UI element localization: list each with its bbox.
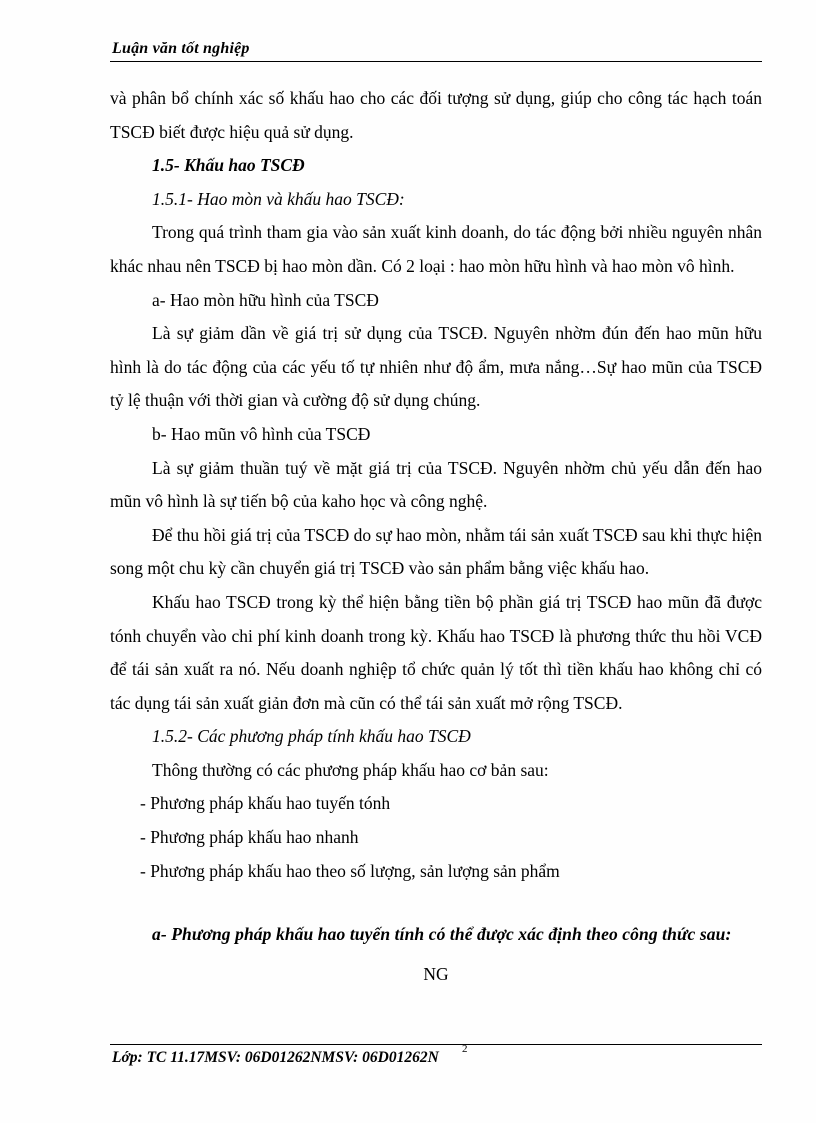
- footer-text: Lớp: TC 11.17MSV: 06D01262NMSV: 06D01262N: [112, 1049, 439, 1066]
- footer-page-mark: 2: [462, 1043, 468, 1055]
- paragraph-item-b-body: Là sự giảm thuần tuý về mặt giá trị của TSCĐ. Nguyên nhờm chủ yếu dẫn đến hao mũn vô hình là sự tiến bộ của kaho học và công nghệ.: [110, 457, 762, 512]
- footer-divider: [110, 1044, 762, 1045]
- paragraph-phuong-phap-intro: Thông thường có các phương pháp khấu hao cơ bản sau:: [152, 759, 549, 780]
- paragraph-thu-hoi-gia-tri: Để thu hồi giá trị của TSCĐ do sự hao mòn, nhằm tái sản xuất TSCĐ sau khi thực hiện song một chu kỳ cần chuyển giá trị TSCĐ vào sản phẩm bằng việc khấu hao.: [110, 524, 762, 579]
- paragraph-item-b-label: b- Hao mũn vô hình của TSCĐ: [152, 423, 371, 444]
- page-content: [110, 40, 762, 991]
- section-heading-1-5-2: 1.5.2- Các phương pháp tính khấu hao TSCĐ: [152, 726, 471, 747]
- paragraph-hao-mon-intro: Trong quá trình tham gia vào sản xuất kinh doanh, do tác động bởi nhiều nguyên nhân khác nhau nên TSCĐ bị hao mòn dần. Có 2 loại : hao mòn hữu hình và hao mòn vô hình.: [110, 222, 762, 276]
- paragraph-item-a-body: Là sự giảm dần về giá trị sử dụng của TSCĐ. Nguyên nhờm đún đến hao mũn hữu hình là do tác động của các yếu tố tự nhiên như độ ẩm, mưa nắng…Sự hao mũn của TSCĐ tỷ lệ thuận với thời gian và cường độ sử dụng chúng.: [110, 323, 762, 411]
- footer-text-wrapper: [110, 1043, 762, 1067]
- document-body: [110, 82, 762, 991]
- paragraph-khau-hao-trong-ky: Khấu hao TSCĐ trong kỳ thể hiện bằng tiền bộ phần giá trị TSCĐ hao mũn đã được tónh chuyển vào chi phí kinh doanh trong kỳ. Khấu hao TSCĐ là phương thức thu hồi VCĐ để tái sản xuất ra nó. Nếu doanh nghiệp tổ chức quản lý tốt thì tiền khấu hao không chỉ có tác dụng tái sản xuất giản đơn mà cũn có thể tái sản xuất mở rộng TSCĐ.: [110, 591, 762, 713]
- list-item-tuyen-tinh: - Phương pháp khấu hao tuyến tónh: [140, 793, 391, 814]
- header-divider: [110, 61, 762, 62]
- header-title: Luận văn tốt nghiệp: [112, 40, 250, 57]
- paragraph-item-a-label: a- Hao mòn hữu hình của TSCĐ: [152, 289, 379, 310]
- formula-heading: a- Phương pháp khấu hao tuyến tính có thể được xác định theo công thức sau:: [152, 924, 732, 945]
- list-item-nhanh: - Phương pháp khấu hao nhanh: [140, 827, 359, 848]
- page-header: [110, 40, 762, 66]
- section-heading-1-5-1: 1.5.1- Hao mòn và khấu hao TSCĐ:: [152, 188, 405, 209]
- paragraph-continuation: và phân bổ chính xác số khấu hao cho các đối tượng sử dụng, giúp cho công tác hạch toán TSCĐ biết được hiệu quả sử dụng.: [110, 88, 762, 142]
- section-heading-1-5: 1.5- Khấu hao TSCĐ: [152, 155, 305, 176]
- list-item-san-luong: - Phương pháp khấu hao theo số lượng, sản lượng sản phẩm: [140, 860, 560, 881]
- page-footer: [110, 1044, 762, 1067]
- formula-body: NG: [423, 963, 449, 984]
